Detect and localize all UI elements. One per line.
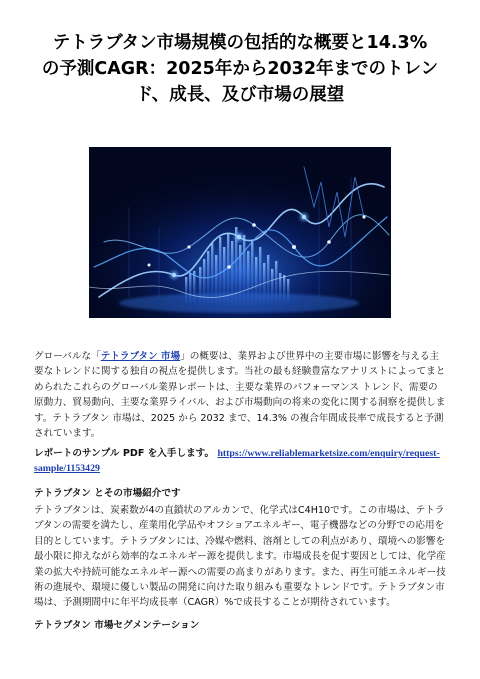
section-heading-segmentation: テトラブタン 市場セグメンテーション [34,620,200,631]
market-link[interactable]: テトラブタン 市場 [100,351,181,362]
intro-paragraph [34,349,446,441]
data-chart-illustration [89,147,391,318]
section-intro-paragraph: テトラブタンは、炭素数が4の直鎖状のアルカンで、化学式はC4H10です。この市場は、テトラブタンの需要を満たし、産業用化学品やオフショアエネルギー、電子機器などの分野での応用を目的としています。テトラブタンには、冷媒や燃料、溶剤としての利点があり、環境への影響を最小限に抑えながら効率的なエネルギー源を提供します。市場成長を促す要因としては、化学産業の拡大や持続可能なエネルギー源への需要の高まりがあります。また、再生可能エネルギー技術の進展や、環境に優しい製品の開発に向けた取り組みも重要なトレンドです。テトラブタン市場は、予測期間中に年平均成長率（CAGR）%で成長することが期待されています。 [34,505,446,609]
intro-after-link: 」の概要は、業界および世界中の主要市場に影響を与える主要なトレンドに関する独自の視点を提供します。当社の最も経験豊富なアナリストによってまとめられたこれらのグローバル業界レポートは、主要な業界のパフォーマンス トレンド、需要の原動力、貿易動向、主要な業界ライバル、および市場動向の将来の変化に関する洞察を提供します。テトラブタン 市場は、2025 から 2032 まで、14.3% の複合年間成長率で成長すると予測されています。 [34,351,446,440]
title-line-1: テトラブタン市場規模の包括的な概要と14.3% [52,33,428,53]
title-line-2: の予測CAGR：2025年から2032年までのトレン [41,59,439,79]
title-line-3: ド、成長、及び市場の展望 [135,85,345,105]
page-title [30,30,450,108]
sample-request [34,446,446,477]
sample-url-link[interactable]: https://www.reliablemarketsize.com/enquiry/request-sample/1153429 [34,448,440,475]
hero-image [89,147,391,318]
sample-label: レポートのサンプル PDF を入手します。 [34,448,215,459]
intro-before-link: グローバルな「 [34,351,101,362]
section-heading-intro: テトラブタン とその市場紹介です [34,488,181,499]
